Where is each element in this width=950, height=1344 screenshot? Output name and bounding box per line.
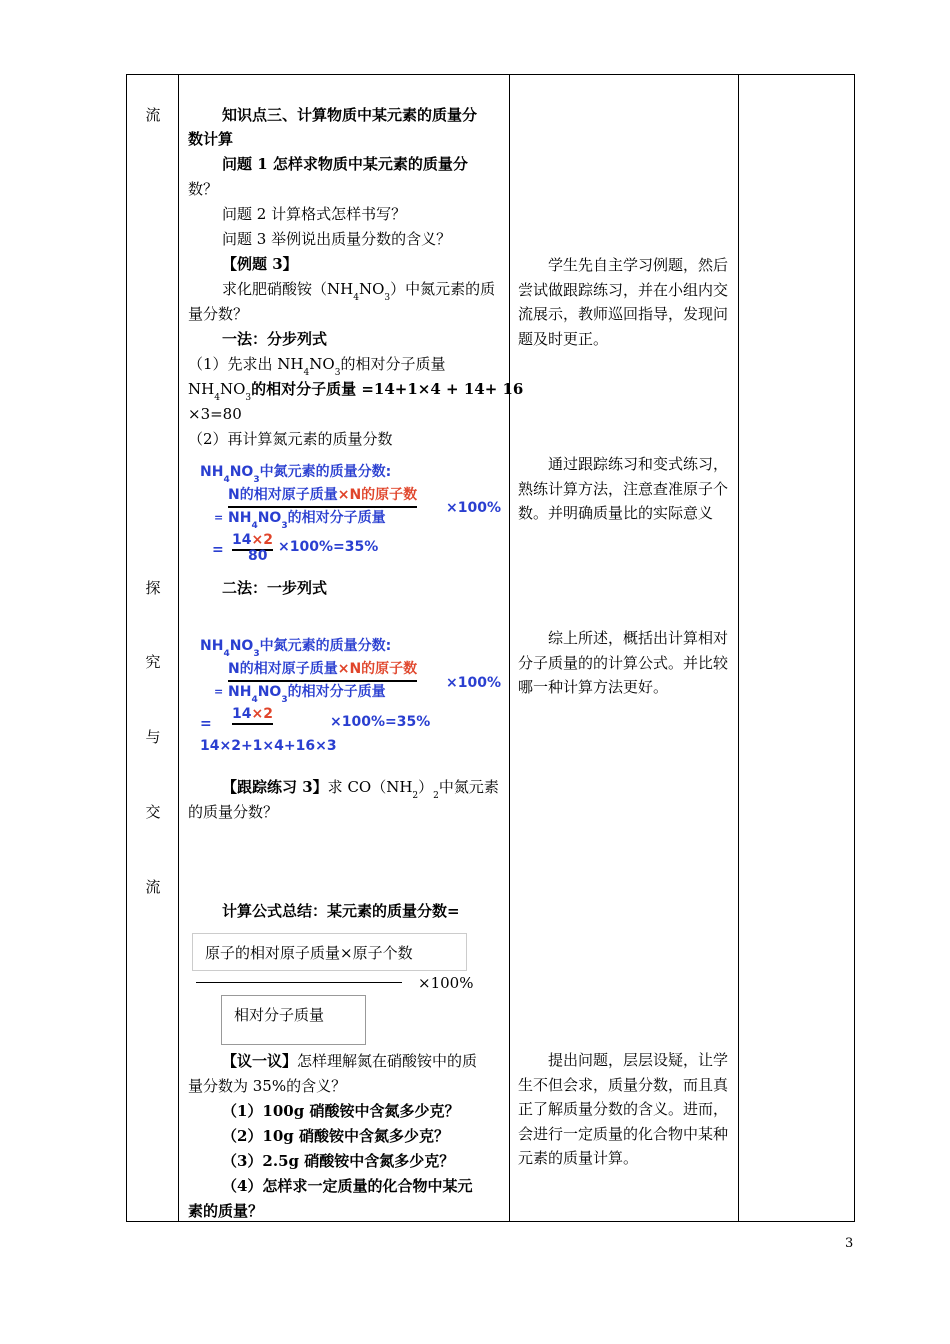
method-2-heading: 二法：一步列式 xyxy=(222,579,328,597)
f2-den-c: 的相对分子质量 xyxy=(287,684,386,700)
example-3-text-line2: 量分数？ xyxy=(188,305,249,323)
sub-4: 4 xyxy=(353,293,359,303)
f2-num-red: ×N的原子数 xyxy=(337,661,418,677)
discuss-line2: 量分数为 35%的含义？ xyxy=(188,1077,347,1095)
f1-den-b: NO xyxy=(257,510,282,526)
formula-2-result: ×100%=35% xyxy=(330,714,431,730)
method-1-heading: 一法：分步列式 xyxy=(222,330,328,348)
side-label-6: 流 xyxy=(145,878,161,896)
calc1-b: NO xyxy=(219,380,246,398)
f2-den-sub4: 4 xyxy=(251,695,258,705)
side-label-4: 与 xyxy=(145,728,161,746)
step1-c: 的相对分子质量 xyxy=(340,355,446,373)
f2-head-c: 中氮元素的质量分数: xyxy=(259,638,392,654)
table-border-right xyxy=(854,74,855,1222)
f1-den-a: NH xyxy=(228,510,252,526)
formula-2-value-num xyxy=(232,704,273,725)
calc-1-line1 xyxy=(188,378,523,403)
calc1-c: 的相对分子质量 =14+1×4 + 14+ 16 xyxy=(251,380,524,398)
f1-sub3: 3 xyxy=(253,475,260,485)
question-3: 问题 3 举例说出质量分数的含义？ xyxy=(222,230,452,248)
formula-box-numerator xyxy=(192,933,467,971)
practice-3-d: 中氮元素 xyxy=(438,778,499,796)
step1-b: NO xyxy=(309,355,335,373)
table-border-left xyxy=(126,74,127,1222)
sub-4b: 4 xyxy=(303,368,310,378)
summary-heading: 计算公式总结：某元素的质量分数= xyxy=(222,902,460,920)
box-bottom-text: 相对分子质量 xyxy=(234,1006,325,1024)
practice-3-line2: 的质量分数？ xyxy=(188,803,279,821)
formula-2-value-eq: = xyxy=(200,716,212,732)
side-label-3: 究 xyxy=(145,653,161,671)
ex-text-c: ）中氮元素的质 xyxy=(390,280,496,298)
f2-sub4: 4 xyxy=(223,649,230,659)
formula-box-denominator xyxy=(221,995,366,1045)
f2-head-b: NO xyxy=(229,638,254,654)
formula-1-eq: = xyxy=(214,511,224,524)
f1-den-sub4: 4 xyxy=(251,521,258,531)
sub-3c: 3 xyxy=(245,393,252,403)
f2v-numred: ×2 xyxy=(251,706,273,722)
discuss-q3: （3）2.5g 硝酸铵中含氮多少克？ xyxy=(222,1152,455,1170)
formula-2-denominator xyxy=(228,681,386,705)
f2-head-a: NH xyxy=(200,638,224,654)
question-1-label: 问题 1 怎样求物质中某元素的质量分 xyxy=(222,155,468,173)
ex-text-a: 求化肥硝酸铵（NH xyxy=(222,280,354,298)
f1-den-sub3: 3 xyxy=(281,521,288,531)
example-3-heading: 【例题 3】 xyxy=(222,255,298,273)
discuss-q2: （2）10g 硝酸铵中含氮多少克？ xyxy=(222,1127,450,1145)
practice-3-b: 求 CO（NH xyxy=(327,778,413,796)
kp3-title-line1: 知识点三、计算物质中某元素的质量分 xyxy=(222,106,478,124)
step-2: （2）再计算氮元素的质量分数 xyxy=(188,430,393,448)
f2-den-sub3: 3 xyxy=(281,695,288,705)
discuss-label: 【议一议】 xyxy=(222,1052,298,1070)
f1v-numred: ×2 xyxy=(251,532,273,548)
question-1-line2: 数？ xyxy=(188,180,219,198)
col-divider-1 xyxy=(178,74,179,1222)
ex-text-b: NO xyxy=(358,280,385,298)
f2-den-b: NO xyxy=(257,684,282,700)
note-2: 通过跟踪练习和变式练习，熟练计算方法，注意查准原子个数。并明确质量比的实际意义 xyxy=(518,455,729,522)
formula-box-fraction-line xyxy=(196,982,402,983)
side-label-5: 交 xyxy=(145,803,161,821)
discuss-q4-line2: 素的质量？ xyxy=(188,1202,264,1220)
formula-2-heading xyxy=(200,635,391,659)
note-4: 提出问题，层层设疑，让学生不但会求，质量分数，而且真正了解质量分数的含义。进而，会进行一定质量的化合物中某种元素的质量计算。 xyxy=(518,1051,729,1167)
formula-2-numerator xyxy=(228,657,417,682)
col-divider-3 xyxy=(738,74,739,1222)
practice-3-line1 xyxy=(222,776,499,801)
formula-1-heading xyxy=(200,461,391,485)
practice-sub2a: 2 xyxy=(412,791,419,801)
question-2: 问题 2 计算格式怎样书写？ xyxy=(222,205,407,223)
f2-sub3: 3 xyxy=(253,649,260,659)
f1-den-c: 的相对分子质量 xyxy=(287,510,386,526)
f1-sub4: 4 xyxy=(223,475,230,485)
step-1 xyxy=(188,353,445,378)
page-number: 3 xyxy=(845,1236,854,1251)
example-3-text-line1 xyxy=(222,278,495,303)
discuss-line1 xyxy=(222,1050,477,1072)
formula-box-times100: ×100% xyxy=(418,974,474,992)
sub-4c: 4 xyxy=(214,393,220,403)
discuss-q1: （1）100g 硝酸铵中含氮多少克？ xyxy=(222,1102,460,1120)
table-border-top xyxy=(126,74,855,75)
kp3-title-line2: 数计算 xyxy=(188,130,234,148)
formula-1-times100: ×100% xyxy=(446,500,501,516)
formula-2-value-den: 14×2+1×4+16×3 xyxy=(200,738,337,754)
note-1: 学生先自主学习例题，然后尝试做跟踪练习，并在小组内交流展示，教师巡回指导，发现问题及时更正。 xyxy=(518,256,729,348)
col-divider-2 xyxy=(509,74,510,1222)
formula-2-eq: = xyxy=(214,685,224,698)
formula-1-denominator xyxy=(228,507,386,531)
note-3: 综上所述，概括出计算相对分子质量的的计算公式。并比较哪一种计算方法更好。 xyxy=(518,629,729,696)
f1v-num: 14 xyxy=(232,532,252,548)
side-label-1: 流 xyxy=(145,106,161,124)
discuss-text: 怎样理解氮在硝酸铵中的质 xyxy=(297,1052,478,1070)
calc-1-line2: ×3=80 xyxy=(188,405,242,423)
practice-sub2b: 2 xyxy=(433,791,439,801)
formula-1-numerator xyxy=(228,483,417,508)
f1-head-b: NO xyxy=(229,464,254,480)
calc1-a: NH xyxy=(188,380,215,398)
formula-1-value-eq: = xyxy=(212,542,224,558)
f2-den-a: NH xyxy=(228,684,252,700)
box-top-text: 原子的相对原子质量×原子个数 xyxy=(205,944,413,962)
f1-num-red: ×N的原子数 xyxy=(337,487,418,503)
formula-1-value-den: 80 xyxy=(248,548,268,564)
f1-num-blue: N的相对原子质量 xyxy=(228,487,338,503)
sub-3b: 3 xyxy=(334,368,341,378)
practice-3-c: ） xyxy=(418,778,434,796)
side-label-2: 探 xyxy=(145,579,161,597)
step1-a: （1）先求出 NH xyxy=(188,355,304,373)
question-1-line1 xyxy=(222,153,468,175)
practice-3-label: 【跟踪练习 3】 xyxy=(222,778,328,796)
f1-head-a: NH xyxy=(200,464,224,480)
discuss-q4-line1: （4）怎样求一定质量的化合物中某元 xyxy=(222,1177,473,1195)
f2v-num: 14 xyxy=(232,706,252,722)
f2-num-blue: N的相对原子质量 xyxy=(228,661,338,677)
sub-3: 3 xyxy=(384,293,391,303)
formula-2-times100: ×100% xyxy=(446,675,501,691)
f1-head-c: 中氮元素的质量分数: xyxy=(259,464,392,480)
formula-1-result: ×100%=35% xyxy=(278,539,379,555)
